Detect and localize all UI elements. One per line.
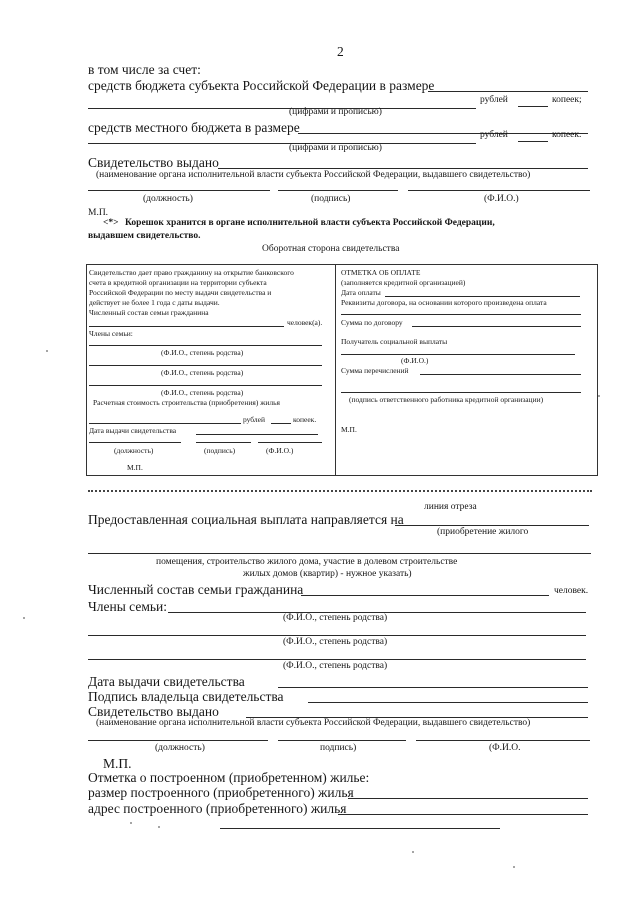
left-box-kop: копеек. [293,415,317,424]
payment-date-line [385,296,580,297]
rub-label-2: рублей [480,130,508,140]
scan-speck [513,866,515,868]
local-budget-line [298,133,588,134]
left-box-members: Члены семьи: [89,329,133,338]
signature-caption-2: подпись) [320,743,357,753]
footnote-text: Корешок хранится в органе исполнительной власти субъекта Российской Федерации, [125,218,495,228]
scan-speck [158,826,160,828]
member-line-3 [89,385,322,386]
cut-line [88,490,592,492]
digits-caption-2: (цифрами и прописью) [289,143,382,153]
member-caption-a: (Ф.И.О., степень родства) [283,613,388,623]
scan-speck [598,395,600,397]
issued-label: Свидетельство выдано [88,155,219,170]
left-box-persons: человек(а). [287,318,323,327]
kop-label-2: копеек. [552,130,582,140]
regional-budget-label: средств бюджета субъекта Российской Федерации в размере [88,78,435,93]
page-number: 2 [337,44,344,59]
left-fio-caption: (Ф.И.О.) [266,446,294,455]
contract-sum-line [412,326,581,327]
directed-label: Предоставленная социальная выплата направляется на [88,512,404,527]
housing-address-label: адрес построенного (приобретенного) жилья [88,801,347,816]
directed-caption-2: помещения, строительство жилого дома, участие в долевом строительстве [156,557,458,567]
fio-caption-2: (Ф.И.О. [489,743,521,753]
member-line-2 [89,365,322,366]
left-box-text-2: счета в кредитной организации на территории субъекта [89,278,267,287]
directed-line [395,525,589,526]
left-position-line [89,442,181,443]
left-signature-line [196,442,251,443]
housing-size-line [348,798,588,799]
signature-caption: (подпись) [311,194,351,204]
position-line [88,190,270,191]
issue-date-label: Дата выдачи свидетельства [88,674,245,689]
position-line-2 [88,740,268,741]
owner-sign-label: Подпись владельца свидетельства [88,689,284,704]
local-budget-line-2 [88,143,476,144]
issued-line [218,168,588,169]
family-size-label: Численный состав семьи гражданина [88,582,304,597]
left-box-text-1: Свидетельство дает право гражданину на открытие банковского [89,268,294,277]
payment-mark-subtitle: (заполняется кредитной организацией) [341,278,466,287]
housing-mark-label: Отметка о построенном (приобретенном) жилье: [88,770,370,785]
housing-address-line [338,814,588,815]
contract-details-line [341,314,581,315]
rub-label: рублей [480,95,508,105]
left-signature-caption: (подпись) [204,446,236,455]
seal-mark: М.П. [88,208,109,218]
housing-size-label: размер построенного (приобретенного) жилья [88,785,354,800]
signature-line [278,190,398,191]
member-line-1 [89,345,322,346]
left-position-caption: (должность) [114,446,154,455]
kop-line-2 [518,141,548,142]
family-size-line [89,326,284,327]
fio-caption: (Ф.И.О.) [484,194,519,204]
housing-address-line-2 [220,828,500,829]
left-box-rub: рублей [243,415,266,424]
left-box-family-size: Численный состав семьи гражданина [89,308,209,317]
recipient-line [341,354,575,355]
transferred-line [420,374,581,375]
left-fio-line [258,442,322,443]
footnote-mark: <*> [103,218,119,228]
right-seal-mark: М.П. [341,425,357,434]
position-caption: (должность) [143,194,193,204]
payment-mark-title: ОТМЕТКА ОБ ОПЛАТЕ [341,268,421,277]
issue-date-line [196,434,318,435]
member-caption-c: (Ф.И.О., степень родства) [283,661,388,671]
member-caption-b: (Ф.И.О., степень родства) [283,637,388,647]
scan-speck [130,822,132,824]
member-caption-3: (Ф.И.О., степень родства) [161,388,244,397]
cost-kop-line [271,423,291,424]
member-caption-1: (Ф.И.О., степень родства) [161,348,244,357]
bank-sign-caption: (подпись ответственного работника кредитной организации) [349,395,544,404]
kop-label: копеек; [552,95,582,105]
scan-speck [46,350,48,352]
family-size-line-2 [301,595,549,596]
member-line-b [88,635,586,636]
signature-line-2 [278,740,406,741]
cut-line-label: линия отреза [424,502,477,512]
bank-sign-line [341,392,581,393]
contract-details-label: Реквизиты договора, на основании которого произведена оплата [341,298,547,307]
left-box-text-4: действует не более 1 года с даты выдачи. [89,298,220,307]
directed-caption-1: (приобретение жилого [437,527,529,537]
issue-date-line-2 [278,687,588,688]
directed-line-2 [88,553,591,554]
position-caption-2: (должность) [155,743,205,753]
regional-budget-line [428,91,588,92]
local-budget-label: средств местного бюджета в размере [88,120,300,135]
including-line: в том числе за счет: [88,62,201,77]
members-label: Члены семьи: [88,599,167,614]
box-divider [335,264,336,475]
kop-line [518,106,548,107]
recipient-label: Получатель социальной выплаты [341,337,448,346]
directed-caption-3: жилых домов (квартир) - нужное указать) [243,569,412,579]
member-caption-2: (Ф.И.О., степень родства) [161,368,244,377]
seal-mark-2: М.П. [103,756,132,771]
cost-line [89,423,241,424]
digits-caption: (цифрами и прописью) [289,107,382,117]
left-box-issue-date: Дата выдачи свидетельства [89,426,177,435]
recipient-fio-caption: (Ф.И.О.) [401,356,429,365]
authority-caption: (наименование органа исполнительной власти субъекта Российской Федерации, выдавшего свидетельство) [96,170,531,180]
footnote-text-2: выдавшем свидетельство. [88,231,201,241]
issued-label-2: Свидетельство выдано [88,704,219,719]
transferred-label: Сумма перечислений [341,366,409,375]
persons-label: человек. [554,586,589,596]
left-seal-mark: М.П. [127,463,143,472]
left-box-text-3: Российской Федерации по месту выдачи свидетельства и [89,288,272,297]
authority-caption-2: (наименование органа исполнительной власти субъекта Российской Федерации, выдавшего свидетельство) [96,718,531,728]
regional-budget-line-2 [88,108,476,109]
fio-line [408,190,590,191]
member-line-c [88,659,586,660]
scan-speck [412,851,414,853]
fio-line-2 [416,740,590,741]
scan-speck [23,617,25,619]
reverse-side-title: Оборотная сторона свидетельства [262,244,400,254]
payment-date-label: Дата оплаты [341,288,381,297]
left-box-cost: Расчетная стоимость строительства (приобретения) жилья [93,398,280,407]
owner-sign-line [308,702,588,703]
contract-sum-label: Сумма по договору [341,318,403,327]
